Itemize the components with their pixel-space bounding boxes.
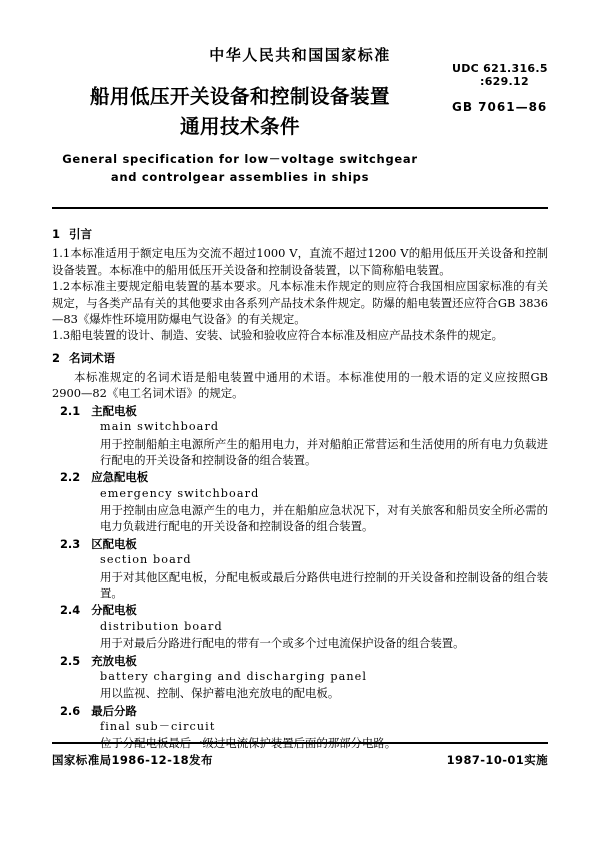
udc-line-primary: UDC 621.316.5 bbox=[452, 62, 548, 75]
standard-number: GB 7061—86 bbox=[452, 100, 548, 114]
term-heading-2-2 bbox=[52, 469, 548, 485]
section-1-number: 1 bbox=[52, 227, 61, 241]
term-number-2-4: 2.4 bbox=[60, 603, 81, 618]
term-number-2-5: 2.5 bbox=[60, 653, 81, 668]
term-number-2-1: 2.1 bbox=[60, 403, 81, 418]
term-definition-2-2: 用于控制由应急电源产生的电力，并在船舶应急状况下，对有关旅客和船员安全所必需的电力负载进行配电的开关设备和控制设备的组合装置。 bbox=[100, 503, 548, 534]
term-name-en-2-6: final sub－circuit bbox=[100, 719, 216, 733]
udc-line-secondary: :629.12 bbox=[480, 75, 529, 88]
clause-1-2-number: 1.2 bbox=[52, 279, 71, 294]
term-name-cn-2-5: 充放电板 bbox=[91, 653, 137, 668]
term-name-cn-2-3: 区配电板 bbox=[91, 536, 137, 551]
term-number-2-6: 2.6 bbox=[60, 703, 81, 718]
term-name-cn-2-1: 主配电板 bbox=[91, 403, 137, 418]
term-heading-2-1 bbox=[52, 403, 548, 419]
document-header bbox=[0, 0, 600, 208]
term-heading-2-5 bbox=[52, 653, 548, 669]
term-name-cn-2-2: 应急配电板 bbox=[91, 470, 149, 485]
section-1-title: 引言 bbox=[69, 227, 93, 241]
term-name-cn-2-6: 最后分路 bbox=[91, 703, 137, 718]
document-subtitle-english bbox=[40, 150, 440, 186]
term-name-en-2-2: emergency switchboard bbox=[100, 486, 260, 500]
subtitle-english-line2: and controlgear assemblies in ships bbox=[110, 170, 370, 184]
term-name-en-2-3: section board bbox=[100, 553, 192, 567]
term-number-2-3: 2.3 bbox=[60, 536, 81, 551]
term-number-2-2: 2.2 bbox=[60, 470, 81, 485]
term-heading-2-6 bbox=[52, 703, 548, 719]
document-body bbox=[52, 222, 548, 752]
clause-1-1 bbox=[52, 245, 548, 278]
section-1-heading bbox=[52, 226, 548, 242]
section-2-intro: 本标准规定的名词术语是船电装置中通用的术语。本标准使用的一般术语的定义应按照GB 2900—82《电工名词术语》的规定。 bbox=[52, 370, 548, 401]
term-definition-2-5: 用以监视、控制、保护蓄电池充放电的配电板。 bbox=[100, 686, 340, 701]
footer-issued-by: 国家标准局1986-12-18发布 bbox=[52, 753, 213, 767]
term-definition-2-3: 用于对其他区配电板，分配电板或最后分路供电进行控制的开关设备和控制设备的组合装置。 bbox=[100, 569, 548, 600]
term-definition-2-6: 位于分配电板最后一级过电流保护装置后面的那部分电路。 bbox=[100, 736, 397, 751]
term-name-en-2-1: main switchboard bbox=[100, 420, 220, 434]
footer-divider-rule bbox=[52, 742, 548, 744]
clause-1-3-number: 1.3 bbox=[52, 328, 71, 343]
section-2-heading bbox=[52, 350, 548, 366]
term-heading-2-3 bbox=[52, 536, 548, 552]
term-heading-2-4 bbox=[52, 602, 548, 618]
clause-1-1-number: 1.1 bbox=[52, 246, 71, 261]
clause-1-1-text: 本标准适用于额定电压为交流不超过1000 V，直流不超过1200 V的船用低压开关设备和控制设备装置。本标准中的船用低压开关设备和控制设备装置，以下简称船电装置。 bbox=[52, 246, 548, 277]
section-2-title: 名词术语 bbox=[69, 350, 116, 365]
clause-1-3 bbox=[52, 327, 548, 343]
term-definition-2-4: 用于对最后分路进行配电的带有一个或多个过电流保护设备的组合装置。 bbox=[100, 636, 465, 651]
clause-1-2 bbox=[52, 278, 548, 327]
term-name-cn-2-4: 分配电板 bbox=[91, 603, 137, 618]
subtitle-english-line1: General specification for low－voltage switchgear bbox=[62, 152, 418, 166]
term-definition-2-1: 用于控制船舶主电源所产生的船用电力，并对船舶正常营运和生活使用的所有电力负载进行配电的开关设备和控制设备的组合装置。 bbox=[100, 436, 548, 467]
document-title-line1: 船用低压开关设备和控制设备装置 bbox=[89, 85, 390, 108]
section-2-number: 2 bbox=[52, 350, 61, 365]
udc-classification bbox=[452, 62, 582, 88]
term-name-en-2-5: battery charging and discharging panel bbox=[100, 669, 368, 683]
footer-effective-date: 1987-10-01实施 bbox=[446, 753, 548, 767]
document-footer bbox=[52, 752, 548, 768]
term-name-en-2-4: distribution board bbox=[100, 619, 223, 633]
header-divider-rule bbox=[52, 207, 548, 209]
clause-1-2-text: 本标准主要规定船电装置的基本要求。凡本标准未作规定的则应符合我国相应国家标准的有关规定，与各类产品有关的其他要求由各系列产品技术条件规定。防爆的船电装置还应符合GB 3836—83《爆炸性环境用防爆电气设备》的有关规定。 bbox=[52, 279, 548, 326]
national-standard-label: 中华人民共和国国家标准 bbox=[209, 46, 391, 64]
document-title-line2: 通用技术条件 bbox=[179, 115, 300, 138]
clause-1-3-text: 船电装置的设计、制造、安装、试验和验收应符合本标准及相应产品技术条件的规定。 bbox=[70, 328, 503, 343]
document-title bbox=[40, 82, 440, 142]
